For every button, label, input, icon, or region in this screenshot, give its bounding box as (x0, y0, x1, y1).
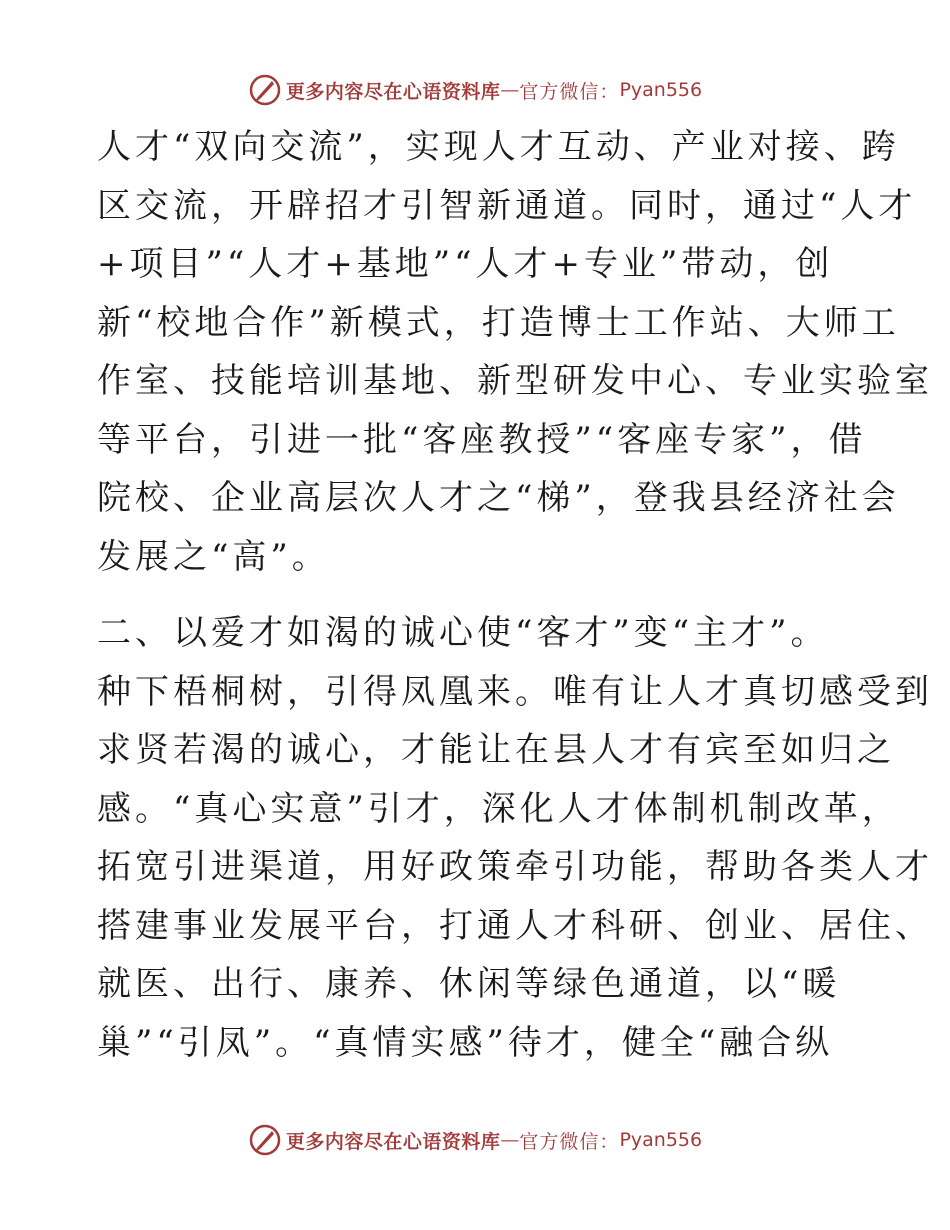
paragraph-gap (97, 586, 857, 604)
paragraph-1 (97, 118, 933, 586)
text-line: 求贤若渴的诚心，才能让在县人才有宾至如归之 (97, 730, 895, 770)
text-line: 巢”“引凤”。“真情实感”待才，健全“融合纵 (97, 1022, 834, 1063)
banner-wechat-id: Pyan556 (619, 79, 703, 101)
header-banner (0, 70, 950, 110)
banner-wechat-id: Pyan556 (619, 1129, 703, 1151)
document-body (97, 118, 933, 1072)
banner-site-name: 更多内容尽在心语资料库 (285, 80, 501, 103)
text-line: 感。“真心实意”引才，深化人才体制机制改革， (97, 788, 900, 829)
section-heading: 二、以爱才如渴的诚心使“客才”变“主才”。 (97, 613, 829, 653)
text-line: +项目”“人才+基地”“人才+专业”带动，创 (97, 244, 834, 284)
text-line: 搭建事业发展平台，打通人才科研、创业、居住、 (97, 905, 933, 946)
text-line: 作室、技能培训基地、新型研发中心、专业实验室 (97, 361, 933, 401)
banner-site-name: 更多内容尽在心语资料库 (285, 1130, 501, 1153)
banner-wechat-label: 官方微信： (519, 1130, 620, 1153)
text-line: 院校、企业高层次人才之“梯”，登我县经济社会 (97, 478, 900, 518)
quill-logo-icon (248, 73, 282, 107)
text-line: 新“校地合作”新模式，打造博士工作站、大师工 (97, 302, 900, 343)
text-line: 人才“双向交流”，实现人才互动、产业对接、跨 (97, 127, 900, 167)
text-line: 种下梧桐树，引得凤凰来。唯有让人才真切感受到 (97, 671, 933, 712)
paragraph-2 (97, 604, 933, 1072)
text-line: 就医、出行、康养、休闲等绿色通道，以“暖 (97, 964, 841, 1004)
banner-separator: — (500, 1129, 520, 1151)
footer-banner (0, 1120, 950, 1160)
quill-logo-icon (248, 1123, 282, 1157)
banner-wechat-label: 官方微信： (519, 80, 620, 103)
text-line: 等平台，引进一批“客座教授”“客座专家”，借 (97, 419, 867, 460)
text-line: 拓宽引进渠道，用好政策牵引功能，帮助各类人才 (97, 847, 933, 887)
banner-separator: — (500, 79, 520, 101)
text-line: 发展之“高”。 (97, 536, 330, 577)
text-line: 区交流，开辟招才引智新通道。同时，通过“人才 (97, 185, 917, 226)
